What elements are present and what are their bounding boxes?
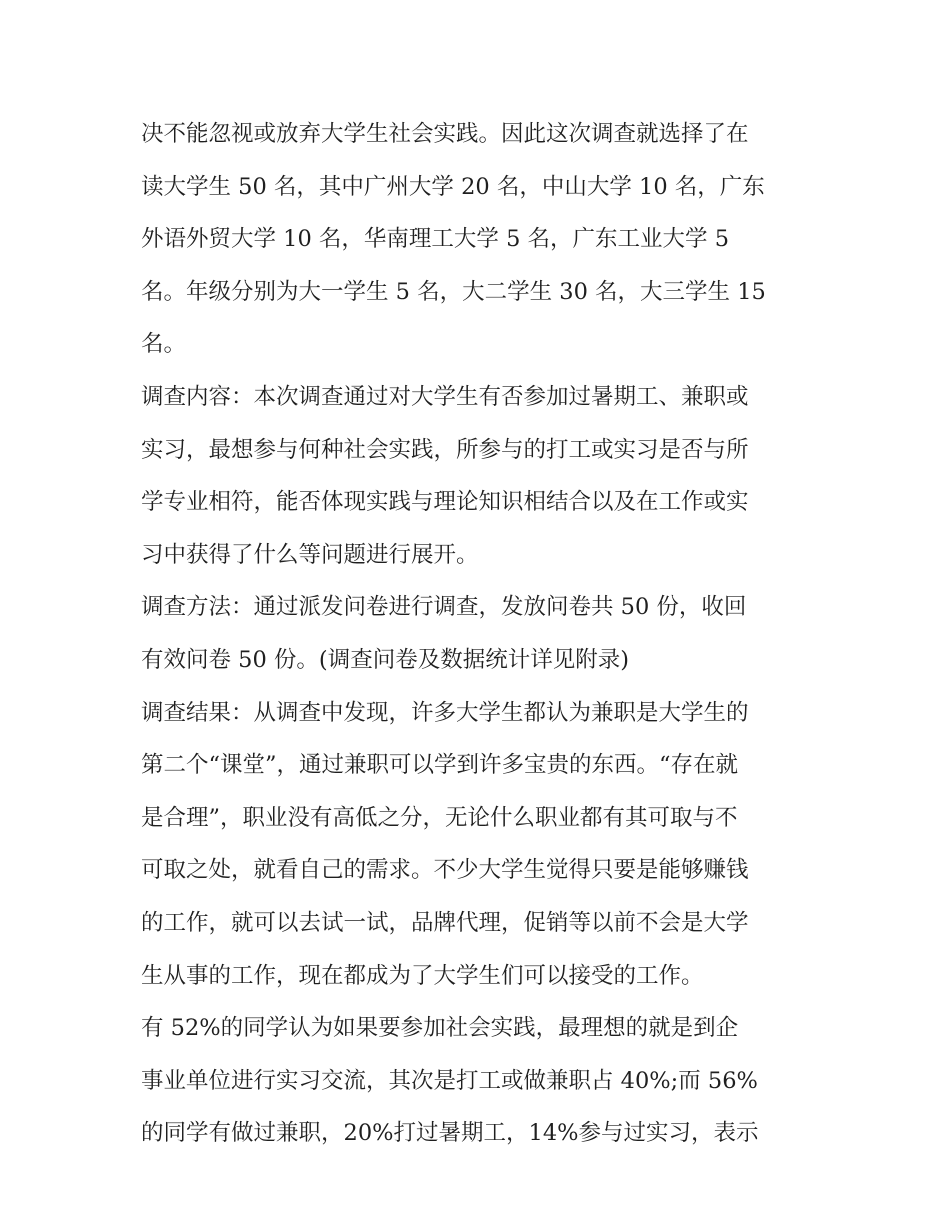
body-text: [141, 108, 821, 1160]
text-line: 事业单位进行实习交流，其次是打工或做兼职占 40%;而 56%: [141, 1067, 758, 1094]
text-line: 生从事的工作，现在都成为了大学生们可以接受的工作。: [141, 962, 704, 989]
text-line: 可取之处，就看自己的需求。不少大学生觉得只要是能够赚钱: [141, 857, 749, 884]
text-line: 有效问卷 50 份。(调查问卷及数据统计详见附录): [141, 646, 629, 673]
text-line: 外语外贸大学 10 名，华南理工大学 5 名，广东工业大学 5: [141, 226, 730, 253]
text-line: 读大学生 50 名，其中广州大学 20 名，中山大学 10 名，广东: [141, 173, 765, 200]
text-line: 习中获得了什么等问题进行展开。: [141, 541, 479, 568]
text-line: 的工作，就可以去试一试，品牌代理，促销等以前不会是大学: [141, 909, 749, 936]
text-line: 是合理”，职业没有高低之分，无论什么职业都有其可取与不: [141, 804, 738, 831]
text-line: 调查结果：从调查中发现，许多大学生都认为兼职是大学生的: [141, 699, 749, 726]
text-line: 学专业相符，能否体现实践与理论知识相结合以及在工作或实: [141, 489, 749, 516]
text-line: 有 52%的同学认为如果要参加社会实践，最理想的就是到企: [141, 1015, 739, 1042]
text-line: 实习，最想参与何种社会实践，所参与的打工或实习是否与所: [141, 436, 749, 463]
text-line: 调查内容：本次调查通过对大学生有否参加过暑期工、兼职或: [141, 383, 749, 410]
text-line: 决不能忽视或放弃大学生社会实践。因此这次调查就选择了在: [141, 121, 749, 147]
text-line: 调查方法：通过派发问卷进行调查，发放问卷共 50 份，收回: [141, 594, 747, 621]
text-line: 名。: [141, 331, 187, 358]
text-line: 的同学有做过兼职，20%打过暑期工，14%参与过实习，表示: [141, 1120, 759, 1147]
text-line: 名。年级分别为大一学生 5 名，大二学生 30 名，大三学生 15: [141, 278, 766, 305]
text-line: 第二个“课堂”，通过兼职可以学到许多宝贵的东西。“存在就: [141, 752, 739, 779]
